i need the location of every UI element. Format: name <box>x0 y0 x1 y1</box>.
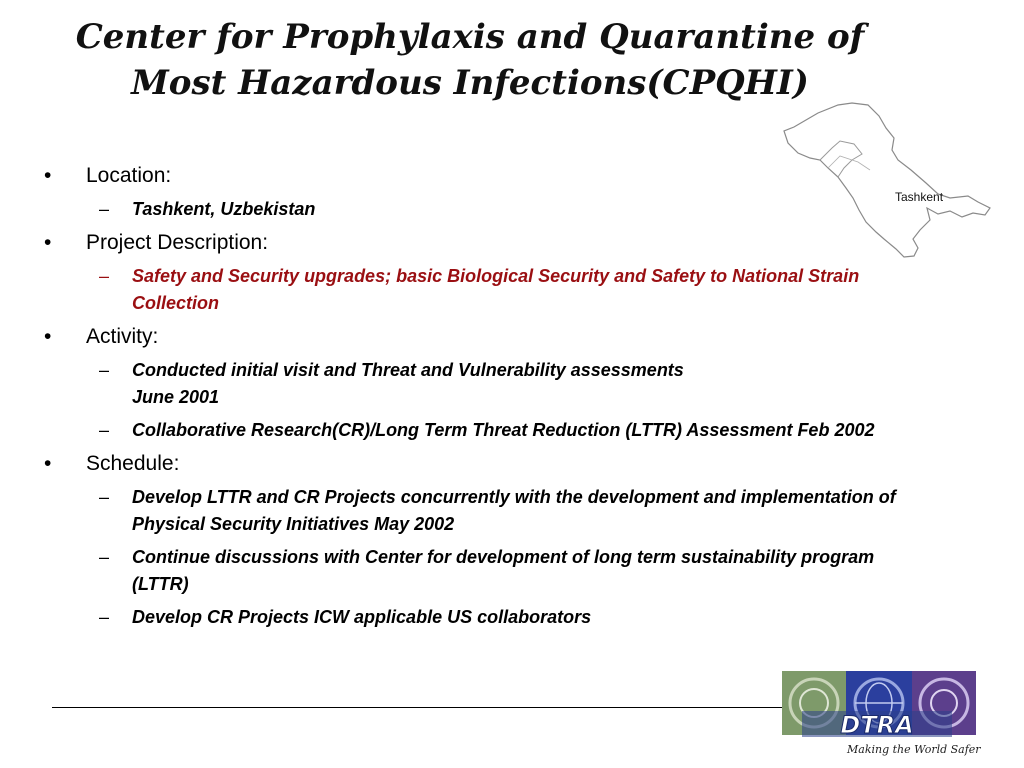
dash-marker: – <box>99 360 110 380</box>
bullet-location <box>40 162 900 190</box>
dash-marker: – <box>99 607 110 627</box>
bullet-project-description <box>40 229 900 257</box>
bullet-schedule <box>40 450 900 478</box>
title-line-2: Most Hazardous Infections(CPQHI) <box>131 63 809 103</box>
bullet-marker: • <box>44 452 52 475</box>
sub-item-schedule-2: – Continue discussions with Center for development of long term sustainability program (LTTR) <box>40 544 900 598</box>
dash-marker: – <box>99 420 110 440</box>
bullet-activity <box>40 323 900 351</box>
logo-text: DTRA <box>840 711 914 739</box>
sub-item-activity-2: – Collaborative Research(CR)/Long Term Threat Reduction (LTTR) Assessment Feb 2002 <box>40 417 900 444</box>
bullet-marker: • <box>44 164 52 187</box>
tagline: Making the World Safer <box>847 743 981 756</box>
content-list <box>40 162 900 637</box>
dash-marker: – <box>99 487 110 507</box>
heading-project-description: Project Description: <box>86 231 269 254</box>
heading-location: Location: <box>86 164 172 187</box>
bullet-marker: • <box>44 231 52 254</box>
bullet-marker: • <box>44 325 52 348</box>
sub-item-location-1: – Tashkent, Uzbekistan <box>40 196 900 223</box>
dash-marker: – <box>99 547 110 567</box>
heading-schedule: Schedule: <box>86 452 180 475</box>
dtra-logo <box>782 671 976 741</box>
sub-item-activity-1: – Conducted initial visit and Threat and Vulnerability assessments June 2001 <box>40 357 900 411</box>
map-label-tashkent: Tashkent <box>895 190 944 204</box>
slide-title <box>20 14 920 106</box>
title-line-1: Center for Prophylaxis and Quarantine of <box>75 17 865 57</box>
dash-marker: – <box>99 266 110 286</box>
sub-item-project-1: – Safety and Security upgrades; basic Biological Security and Safety to National Strain Collection <box>40 263 900 317</box>
sub-item-schedule-1: – Develop LTTR and CR Projects concurrently with the development and implementation of Physical Security Initiatives May 2002 <box>40 484 900 538</box>
heading-activity: Activity: <box>86 325 159 348</box>
dash-marker: – <box>99 199 110 219</box>
sub-item-schedule-3: – Develop CR Projects ICW applicable US collaborators <box>40 604 900 631</box>
